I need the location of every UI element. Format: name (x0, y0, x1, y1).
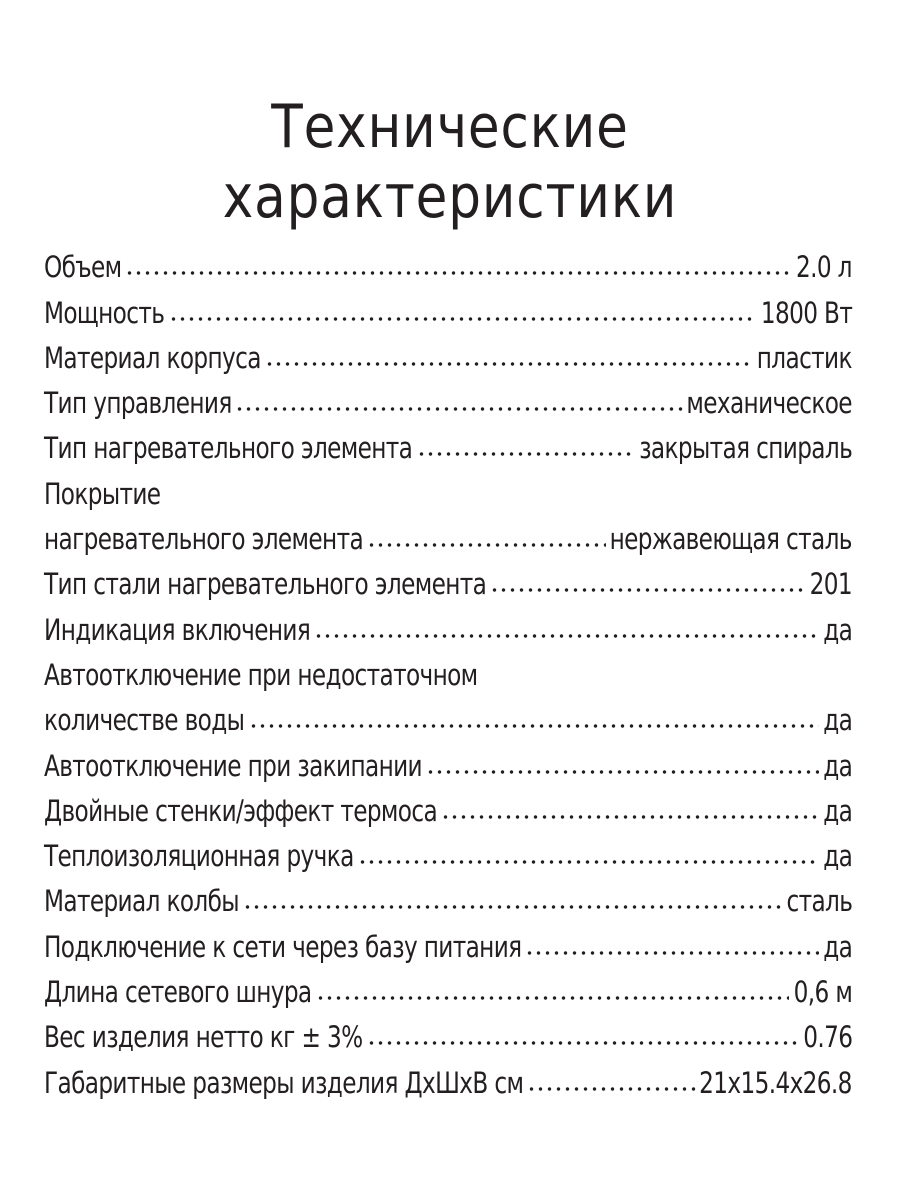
spec-label: Автоотключение при закипании (44, 748, 422, 783)
dot-leader (243, 902, 782, 912)
spec-row (44, 559, 852, 604)
dot-leader (265, 359, 753, 369)
spec-value: 1800 Вт (760, 295, 852, 330)
dot-leader (527, 1084, 695, 1094)
page-title (63, 92, 837, 232)
spec-label: Длина сетевого шнура (44, 975, 312, 1010)
title-line-2: характеристики (222, 162, 678, 233)
dot-leader (426, 767, 818, 777)
spec-value: да (823, 748, 852, 783)
spec-label: Тип нагревательного элемента (44, 431, 413, 466)
spec-value: да (823, 612, 852, 647)
spec-row (44, 1057, 852, 1102)
spec-value: механическое (686, 386, 852, 421)
spec-label: Вес изделия нетто кг ± 3% (44, 1020, 363, 1055)
dot-leader (316, 993, 789, 1003)
spec-value: закрытая спираль (639, 431, 852, 466)
spec-value: да (823, 929, 852, 964)
spec-value: 0.76 (802, 1020, 852, 1055)
spec-row (44, 514, 852, 559)
dot-leader (490, 585, 806, 595)
dot-leader (417, 449, 635, 459)
spec-row (44, 378, 852, 423)
spec-value: да (823, 703, 852, 738)
spec-label-continuation (44, 468, 852, 513)
dot-leader (367, 1038, 799, 1048)
spec-value: 21х15.4х26.8 (699, 1065, 852, 1100)
dot-leader (169, 314, 757, 324)
spec-value: нержавеющая сталь (609, 522, 852, 557)
dot-leader (125, 268, 792, 278)
spec-label: Индикация включения (44, 612, 311, 647)
spec-label: Объем (44, 250, 122, 285)
spec-value: 201 (809, 567, 852, 602)
spec-label: нагревательного элемента (44, 522, 364, 557)
spec-label: количестве воды (44, 703, 245, 738)
spec-row (44, 242, 852, 287)
spec-value: пластик (756, 340, 852, 375)
spec-label-line1: Автоотключение при недостаточном (44, 657, 478, 692)
spec-row (44, 423, 852, 468)
spec-label: Теплоизоляционная ручка (44, 839, 354, 874)
dot-leader (358, 857, 819, 867)
dot-leader (314, 631, 819, 641)
spec-label: Двойные стенки/эффект термоса (44, 793, 438, 828)
spec-value: сталь (786, 884, 852, 919)
dot-leader (249, 721, 819, 731)
spec-row (44, 921, 852, 966)
spec-value: 2.0 л (796, 250, 852, 285)
spec-label-line1: Покрытие (44, 476, 161, 511)
spec-row (44, 695, 852, 740)
spec-label: Тип стали нагревательного элемента (44, 567, 487, 602)
spec-label: Габаритные размеры изделия ДхШхВ см (44, 1065, 524, 1100)
dot-leader (441, 812, 818, 822)
spec-row (44, 786, 852, 831)
spec-label: Материал колбы (44, 884, 239, 919)
spec-label: Материал корпуса (44, 340, 261, 375)
spec-row (44, 333, 852, 378)
spec-row (44, 967, 852, 1012)
spec-label: Мощность (44, 295, 165, 330)
dot-leader (525, 948, 818, 958)
spec-value: 0,6 м (793, 975, 852, 1010)
spec-value: да (823, 839, 852, 874)
dot-leader (367, 540, 606, 550)
spec-label-continuation (44, 650, 852, 695)
spec-row (44, 876, 852, 921)
spec-row (44, 604, 852, 649)
spec-row (44, 740, 852, 785)
specifications-list (44, 242, 852, 1103)
spec-row (44, 1012, 852, 1057)
spec-row (44, 831, 852, 876)
dot-leader (235, 404, 682, 414)
spec-label: Подключение к сети через базу питания (44, 929, 522, 964)
title-line-1: Технические (271, 92, 629, 163)
spec-row (44, 287, 852, 332)
spec-label: Тип управления (44, 386, 232, 421)
spec-value: да (823, 793, 852, 828)
